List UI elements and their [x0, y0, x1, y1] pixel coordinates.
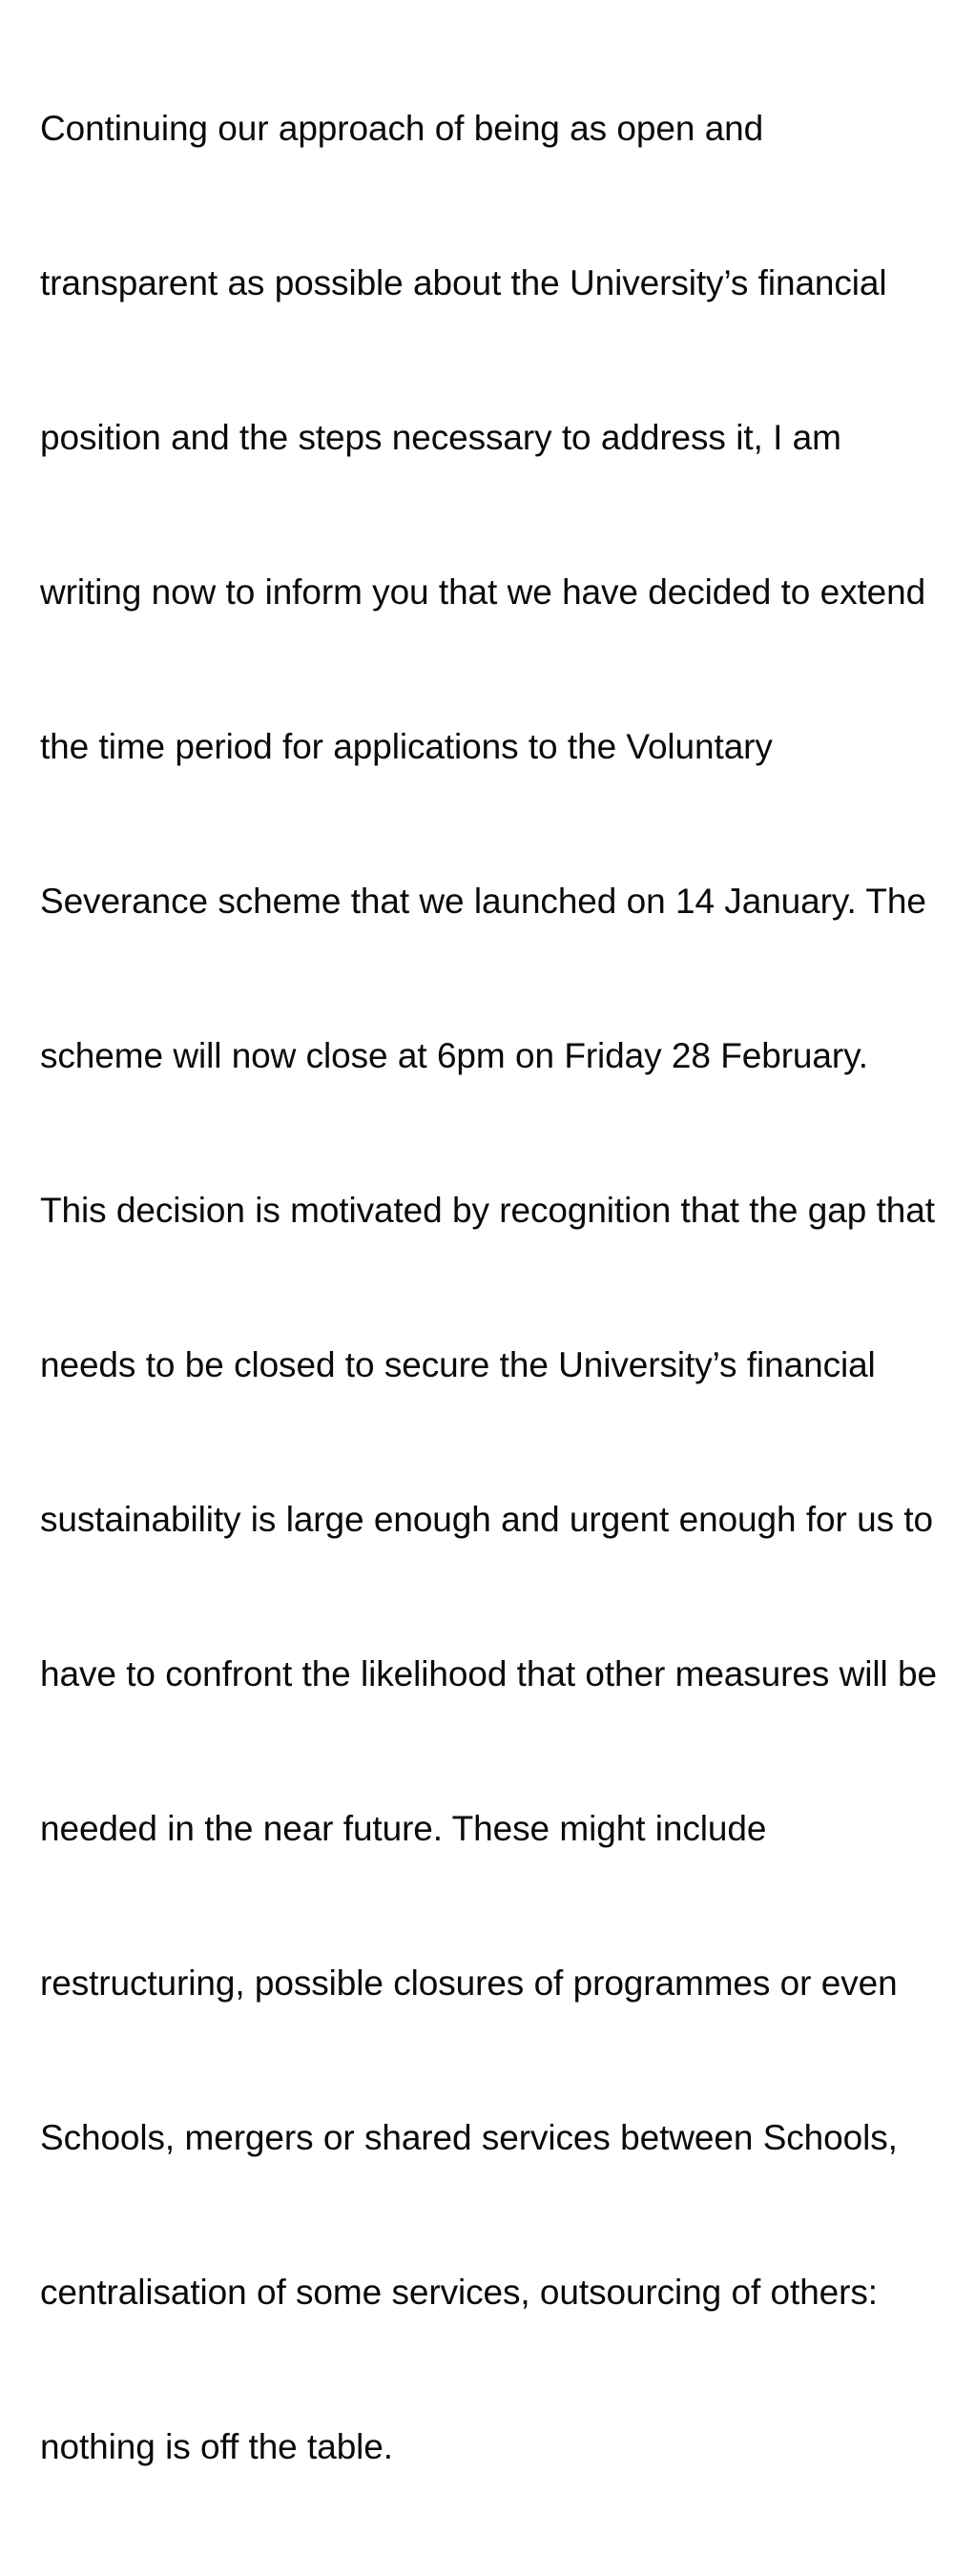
text-line: position and the steps necessary to address it, I am [40, 418, 841, 457]
message-body-text [40, 0, 937, 2576]
text-line: scheme will now close at 6pm on Friday 28 February. [40, 1036, 868, 1075]
text-line: needed in the near future. These might include [40, 1809, 767, 1848]
text-line: the time period for applications to the Voluntary [40, 727, 773, 766]
text-line: nothing is off the table. [40, 2427, 393, 2466]
text-line: have to confront the likelihood that other measures will be [40, 1654, 937, 1693]
text-line: Schools, mergers or shared services between Schools, [40, 2118, 898, 2157]
text-line: transparent as possible about the University’s financial [40, 263, 887, 302]
text-line: restructuring, possible closures of programmes or even [40, 1963, 898, 2003]
text-line: sustainability is large enough and urgent enough for us to [40, 1500, 934, 1539]
text-line: needs to be closed to secure the University’s financial [40, 1345, 876, 1384]
text-line: This decision is motivated by recognition that the gap that [40, 1191, 935, 1230]
text-line: writing now to inform you that we have decided to extend [40, 572, 926, 612]
text-line: Continuing our approach of being as open and [40, 109, 764, 148]
text-line: Severance scheme that we launched on 14 January. The [40, 882, 926, 921]
text-line: centralisation of some services, outsourcing of others: [40, 2273, 878, 2312]
